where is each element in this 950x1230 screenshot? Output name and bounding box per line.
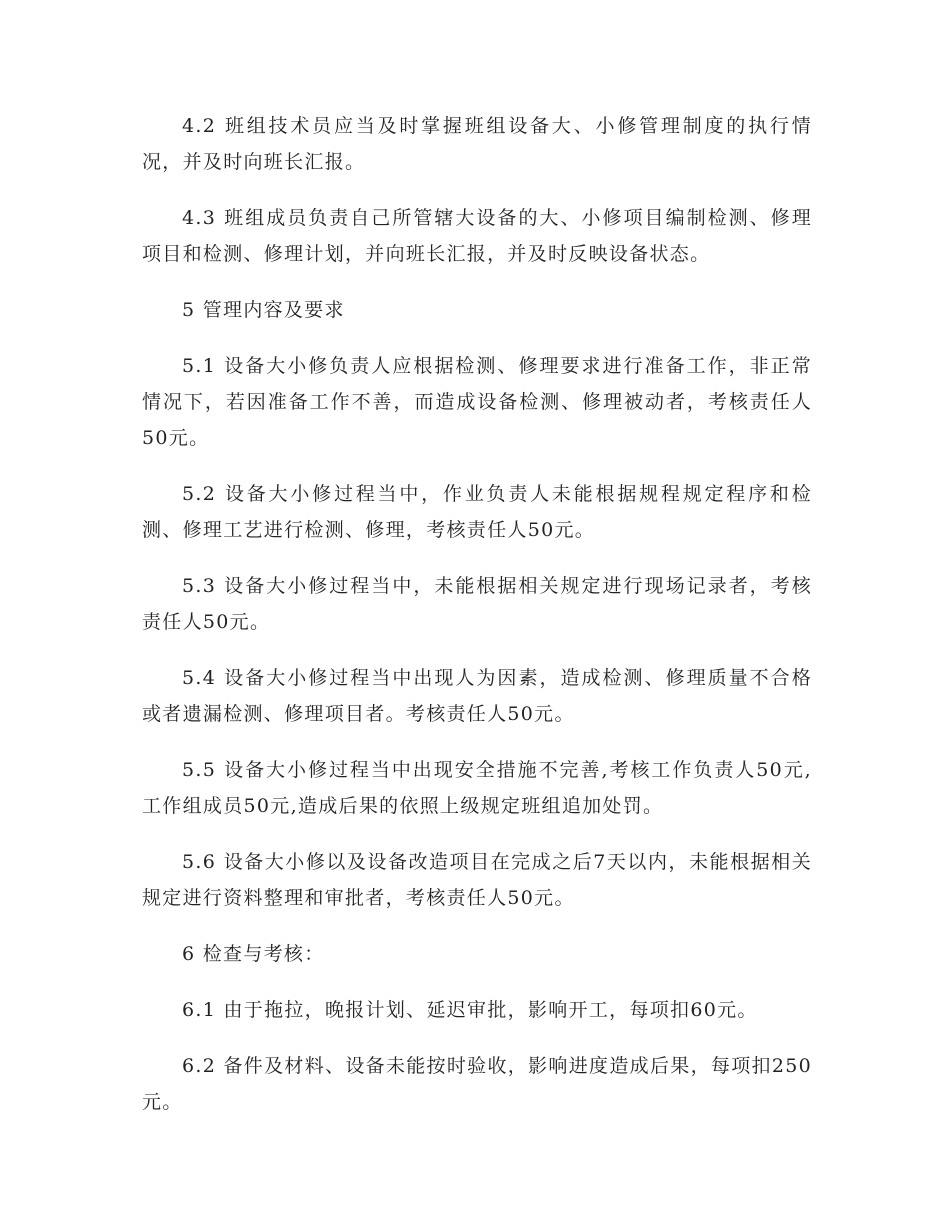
- paragraph-6-2: 6.2 备件及材料、设备未能按时验收，影响进度造成后果，每项扣250元。: [142, 1055, 812, 1113]
- paragraph-5-4: 5.4 设备大小修过程当中出现人为因素，造成检测、修理质量不合格或者遗漏检测、修理项目者。考核责任人50元。: [142, 667, 812, 725]
- section-heading-6: 6 检查与考核：: [182, 943, 325, 965]
- paragraph-5-6: 5.6 设备大小修以及设备改造项目在完成之后7天以内，未能根据相关规定进行资料整理和审批者，考核责任人50元。: [142, 851, 812, 909]
- paragraph-4-3: 4.3 班组成员负责自己所管辖大设备的大、小修项目编制检测、修理项目和检测、修理计划，并向班长汇报，并及时反映设备状态。: [142, 207, 812, 265]
- paragraph-5-2: 5.2 设备大小修过程当中，作业负责人未能根据规程规定程序和检测、修理工艺进行检测、修理，考核责任人50元。: [142, 483, 812, 541]
- paragraph-5-5: 5.5 设备大小修过程当中出现安全措施不完善,考核工作负责人50元,工作组成员50元,造成后果的依照上级规定班组追加处罚。: [142, 759, 812, 817]
- paragraph-5-3: 5.3 设备大小修过程当中，未能根据相关规定进行现场记录者，考核责任人50元。: [142, 575, 812, 633]
- paragraph-5-1: 5.1 设备大小修负责人应根据检测、修理要求进行准备工作，非正常情况下，若因准备工作不善，而造成设备检测、修理被动者，考核责任人50元。: [142, 355, 812, 449]
- document-body: [142, 108, 812, 1120]
- paragraph-6-1: 6.1 由于拖拉，晚报计划、延迟审批，影响开工，每项扣60元。: [182, 999, 758, 1021]
- paragraph-4-2: 4.2 班组技术员应当及时掌握班组设备大、小修管理制度的执行情况，并及时向班长汇报。: [142, 115, 812, 173]
- section-heading-5: 5 管理内容及要求: [182, 299, 345, 321]
